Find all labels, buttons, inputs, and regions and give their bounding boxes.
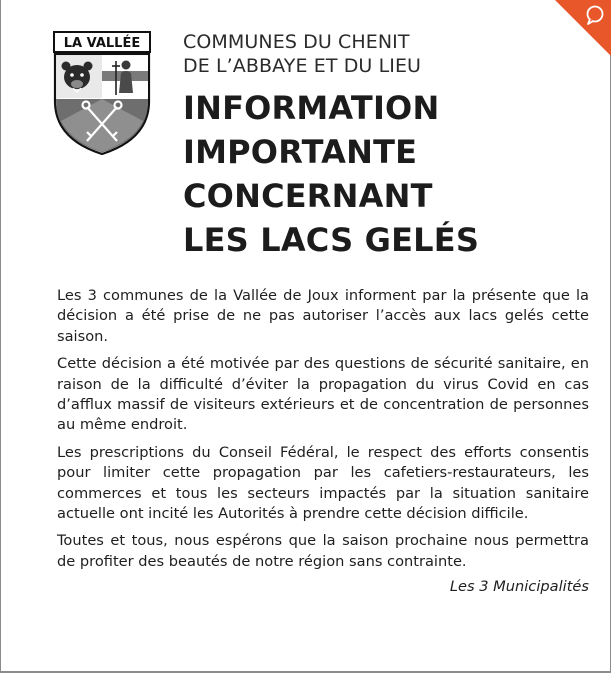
communes-line-2: DE L’ABBAYE ET DU LIEU <box>183 55 422 77</box>
paragraph-4: Toutes et tous, nous espérons que la saison prochaine nous permettra de profiter des beautés de notre région sans contrainte. <box>57 532 589 570</box>
communes-title <box>183 30 593 78</box>
crest-banner-text: LA VALLÉE <box>63 36 141 51</box>
headline <box>183 86 593 262</box>
headline-line-2: IMPORTANTE <box>183 133 418 171</box>
headline-line-1: INFORMATION <box>183 89 440 127</box>
paragraph-3: Les prescriptions du Conseil Fédéral, le respect des efforts consentis pour limiter cette propagation par les cafetiers-restaurateurs, les commerces et tous les secteurs impactés par la situation sanitaire actuelle ont incité les Autorités à prendre cette décision difficile. <box>57 443 589 523</box>
headline-line-4: LES LACS GELÉS <box>183 221 480 259</box>
signature: Les 3 Municipalités <box>449 578 589 596</box>
paragraph-1: Les 3 communes de la Vallée de Joux informent par la présente que la décision a été prise de ne pas autoriser l’accès aux lacs gelés cette saison. <box>57 287 589 345</box>
header <box>183 30 593 262</box>
communes-line-1: COMMUNES DU CHENIT <box>183 31 410 53</box>
crest-logo <box>53 31 151 155</box>
body-text <box>57 286 589 598</box>
headline-line-3: CONCERNANT <box>183 177 433 215</box>
paragraph-2: Cette décision a été motivée par des questions de sécurité sanitaire, en raison de la difficulté d’éviter la propagation du virus Covid en cas d’afflux massif de visiteurs extérieurs et de concentration de personnes au même endroit. <box>57 355 589 434</box>
